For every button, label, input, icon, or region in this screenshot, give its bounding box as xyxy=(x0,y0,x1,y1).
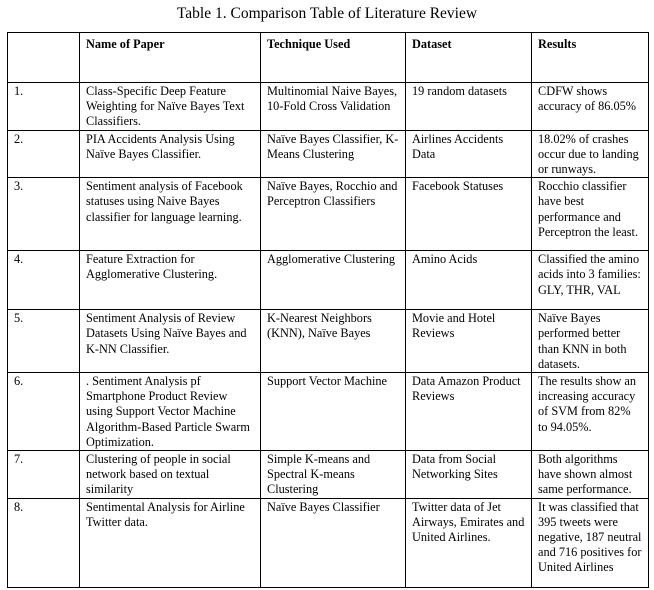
results: Both algorithms have shown almost same performance. xyxy=(532,451,649,499)
row-number: 7. xyxy=(8,451,80,499)
technique: Naïve Bayes Classifier, K-Means Clustering xyxy=(261,130,406,178)
paper-name: . Sentiment Analysis pf Smartphone Product Review using Support Vector Machine Algorithm-Based Particle Swarm Optimization. xyxy=(80,373,261,451)
technique: Naïve Bayes Classifier xyxy=(261,498,406,587)
technique: Naïve Bayes, Rocchio and Perceptron Classifiers xyxy=(261,178,406,251)
table-row xyxy=(8,130,649,178)
paper-name: Sentimental Analysis for Airline Twitter data. xyxy=(80,498,261,587)
header-results: Results xyxy=(532,33,649,83)
row-number: 1. xyxy=(8,83,80,131)
technique: Agglomerative Clustering xyxy=(261,251,406,310)
table-row xyxy=(8,178,649,251)
results: Naïve Bayes performed better than KNN in both datasets. xyxy=(532,310,649,373)
technique: K-Nearest Neighbors (KNN), Naïve Bayes xyxy=(261,310,406,373)
table-row xyxy=(8,251,649,310)
dataset: Twitter data of Jet Airways, Emirates and United Airlines. xyxy=(406,498,532,587)
literature-review-table xyxy=(7,32,649,588)
header-name-of-paper: Name of Paper xyxy=(80,33,261,83)
table-row xyxy=(8,498,649,587)
row-number: 8. xyxy=(8,498,80,587)
paper-name: PIA Accidents Analysis Using Naïve Bayes Classifier. xyxy=(80,130,261,178)
table-row xyxy=(8,373,649,451)
technique: Multinomial Naive Bayes, 10-Fold Cross Validation xyxy=(261,83,406,131)
paper-name: Feature Extraction for Agglomerative Clustering. xyxy=(80,251,261,310)
technique: Simple K-means and Spectral K-means Clustering xyxy=(261,451,406,499)
dataset: Facebook Statuses xyxy=(406,178,532,251)
row-number: 4. xyxy=(8,251,80,310)
row-number: 5. xyxy=(8,310,80,373)
header-dataset: Dataset xyxy=(406,33,532,83)
header-number xyxy=(8,33,80,83)
paper-name: Class-Specific Deep Feature Weighting for Naïve Bayes Text Classifiers. xyxy=(80,83,261,131)
results: Classified the amino acids into 3 families: GLY, THR, VAL xyxy=(532,251,649,310)
paper-name: Sentiment Analysis of Review Datasets Using Naïve Bayes and K-NN Classifier. xyxy=(80,310,261,373)
dataset: Data from Social Networking Sites xyxy=(406,451,532,499)
technique: Support Vector Machine xyxy=(261,373,406,451)
header-row xyxy=(8,33,649,83)
paper-name: Sentiment analysis of Facebook statuses using Naive Bayes classifier for language learning. xyxy=(80,178,261,251)
header-technique-used: Technique Used xyxy=(261,33,406,83)
results: The results show an increasing accuracy of SVM from 82% to 94.05%. xyxy=(532,373,649,451)
dataset: Movie and Hotel Reviews xyxy=(406,310,532,373)
paper-name: Clustering of people in social network based on textual similarity xyxy=(80,451,261,499)
dataset: Airlines Accidents Data xyxy=(406,130,532,178)
results: Rocchio classifier have best performance and Perceptron the least. xyxy=(532,178,649,251)
row-number: 6. xyxy=(8,373,80,451)
table-row xyxy=(8,83,649,131)
row-number: 2. xyxy=(8,130,80,178)
dataset: Amino Acids xyxy=(406,251,532,310)
table-row xyxy=(8,310,649,373)
dataset: Data Amazon Product Reviews xyxy=(406,373,532,451)
dataset: 19 random datasets xyxy=(406,83,532,131)
table-caption: Table 1. Comparison Table of Literature Review xyxy=(176,5,478,22)
results: 18.02% of crashes occur due to landing or runways. xyxy=(532,130,649,178)
results: CDFW shows accuracy of 86.05% xyxy=(532,83,649,131)
table-row xyxy=(8,451,649,499)
row-number: 3. xyxy=(8,178,80,251)
results: It was classified that 395 tweets were negative, 187 neutral and 716 positives for United Airlines xyxy=(532,498,649,587)
